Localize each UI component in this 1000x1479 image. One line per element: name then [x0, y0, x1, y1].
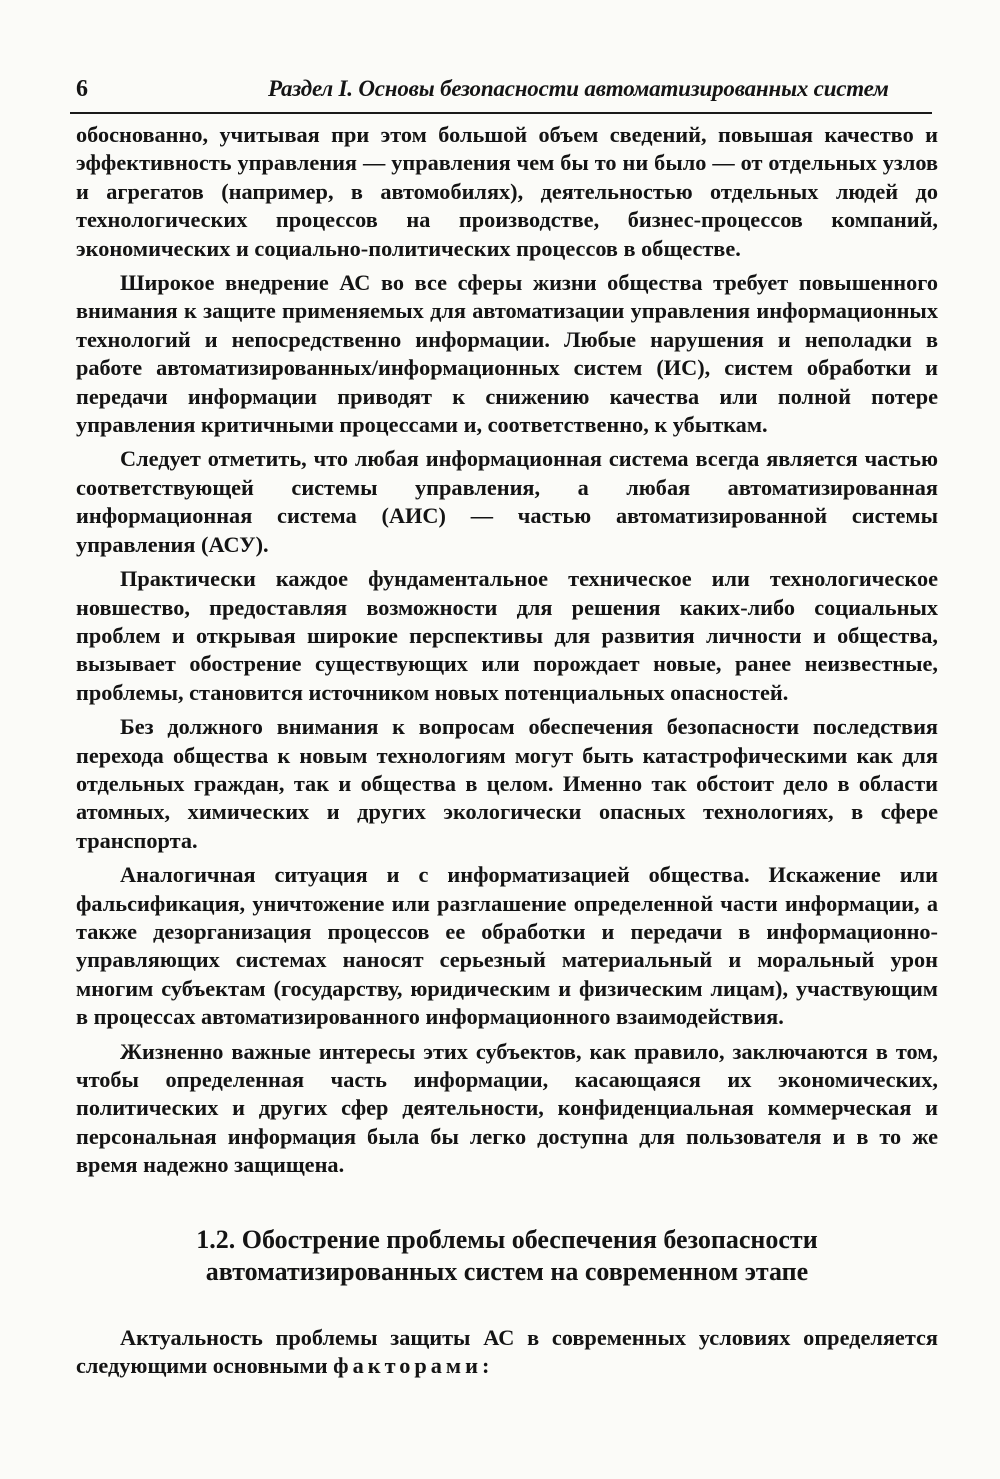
running-title: Раздел I. Основы безопасности автоматизированных систем: [268, 76, 889, 101]
paragraph: Без должного внимания к вопросам обеспечения безопасности последствия перехода общества к новым технологиям могут быть катастрофическими как для отдельных граждан, так и общества в целом. Именно так обстоит дело в области атомных, химических и других экологически опасных технологиях, в сфере транспорта.: [76, 714, 938, 853]
page-header: [70, 72, 932, 114]
section-heading: [76, 1224, 938, 1288]
final-paragraph-ending: :: [481, 1353, 490, 1379]
page-number: 6: [76, 76, 88, 102]
emphasized-word: факторами: [333, 1353, 482, 1379]
paragraph: Практически каждое фундаментальное техническое или технологическое новшество, предоставляя возможности для решения каких-либо социальных проблем и открывая широкие перспективы для развития личности и общества, вызывает обострение существующих или порождает новые, ранее неизвестные, проблемы, становится источником новых потенциальных опасностей.: [76, 566, 938, 705]
final-paragraph: [76, 1324, 938, 1381]
final-paragraph-text: Актуальность проблемы защиты АС в современных условиях определяется следующими основными: [76, 1324, 938, 1379]
paragraph: Жизненно важные интересы этих субъектов, как правило, заключаются в том, чтобы определенная часть информации, касающаяся их экономических, политических и других сфер деятельности, конфиденциальная коммерческая и персональная информация была бы легко доступна для пользователя и в то же время надежно защищена.: [76, 1038, 938, 1178]
paragraph: Аналогичная ситуация и с информатизацией общества. Искажение или фальсификация, уничтожение или разглашение определенной части информации, а также дезорганизация процессов ее обработки и передачи в информационно-управляющих системах наносят серьезный материальный и моральный урон многим субъектам (государству, юридическим и физическим лицам), участвующим в процессах автоматизированного информационного взаимодействия.: [76, 862, 938, 1030]
paragraph: Следует отметить, что любая информационная система всегда является частью соответствующей системы управления, а любая автоматизированная информационная система (АИС) — частью автоматизированной системы управления (АСУ).: [76, 446, 938, 557]
paragraph: Широкое внедрение АС во все сферы жизни общества требует повышенного внимания к защите применяемых для автоматизации управления информационных технологий и непосредственно информации. Любые нарушения и неполадки в работе автоматизированных/информационных систем (ИС), систем обработки и передачи информации приводят к снижению качества или полной потере управления критичными процессами и, соответственно, к убыткам.: [76, 270, 938, 438]
section-heading-line-1: 1.2. Обострение проблемы обеспечения безопасности: [196, 1224, 818, 1254]
section-heading-line-2: автоматизированных систем на современном этапе: [205, 1256, 809, 1286]
paragraph-continued: обоснованно, учитывая при этом большой объем сведений, повышая качество и эффективность управления — управления чем бы то ни было — от отдельных узлов и агрегатов (например, в автомобилях), деятельностью отдельных людей до технологических процессов на производстве, бизнес-процессов компаний, экономических и социально-политических процессов в обществе.: [76, 122, 938, 261]
page-body: [76, 121, 938, 1386]
